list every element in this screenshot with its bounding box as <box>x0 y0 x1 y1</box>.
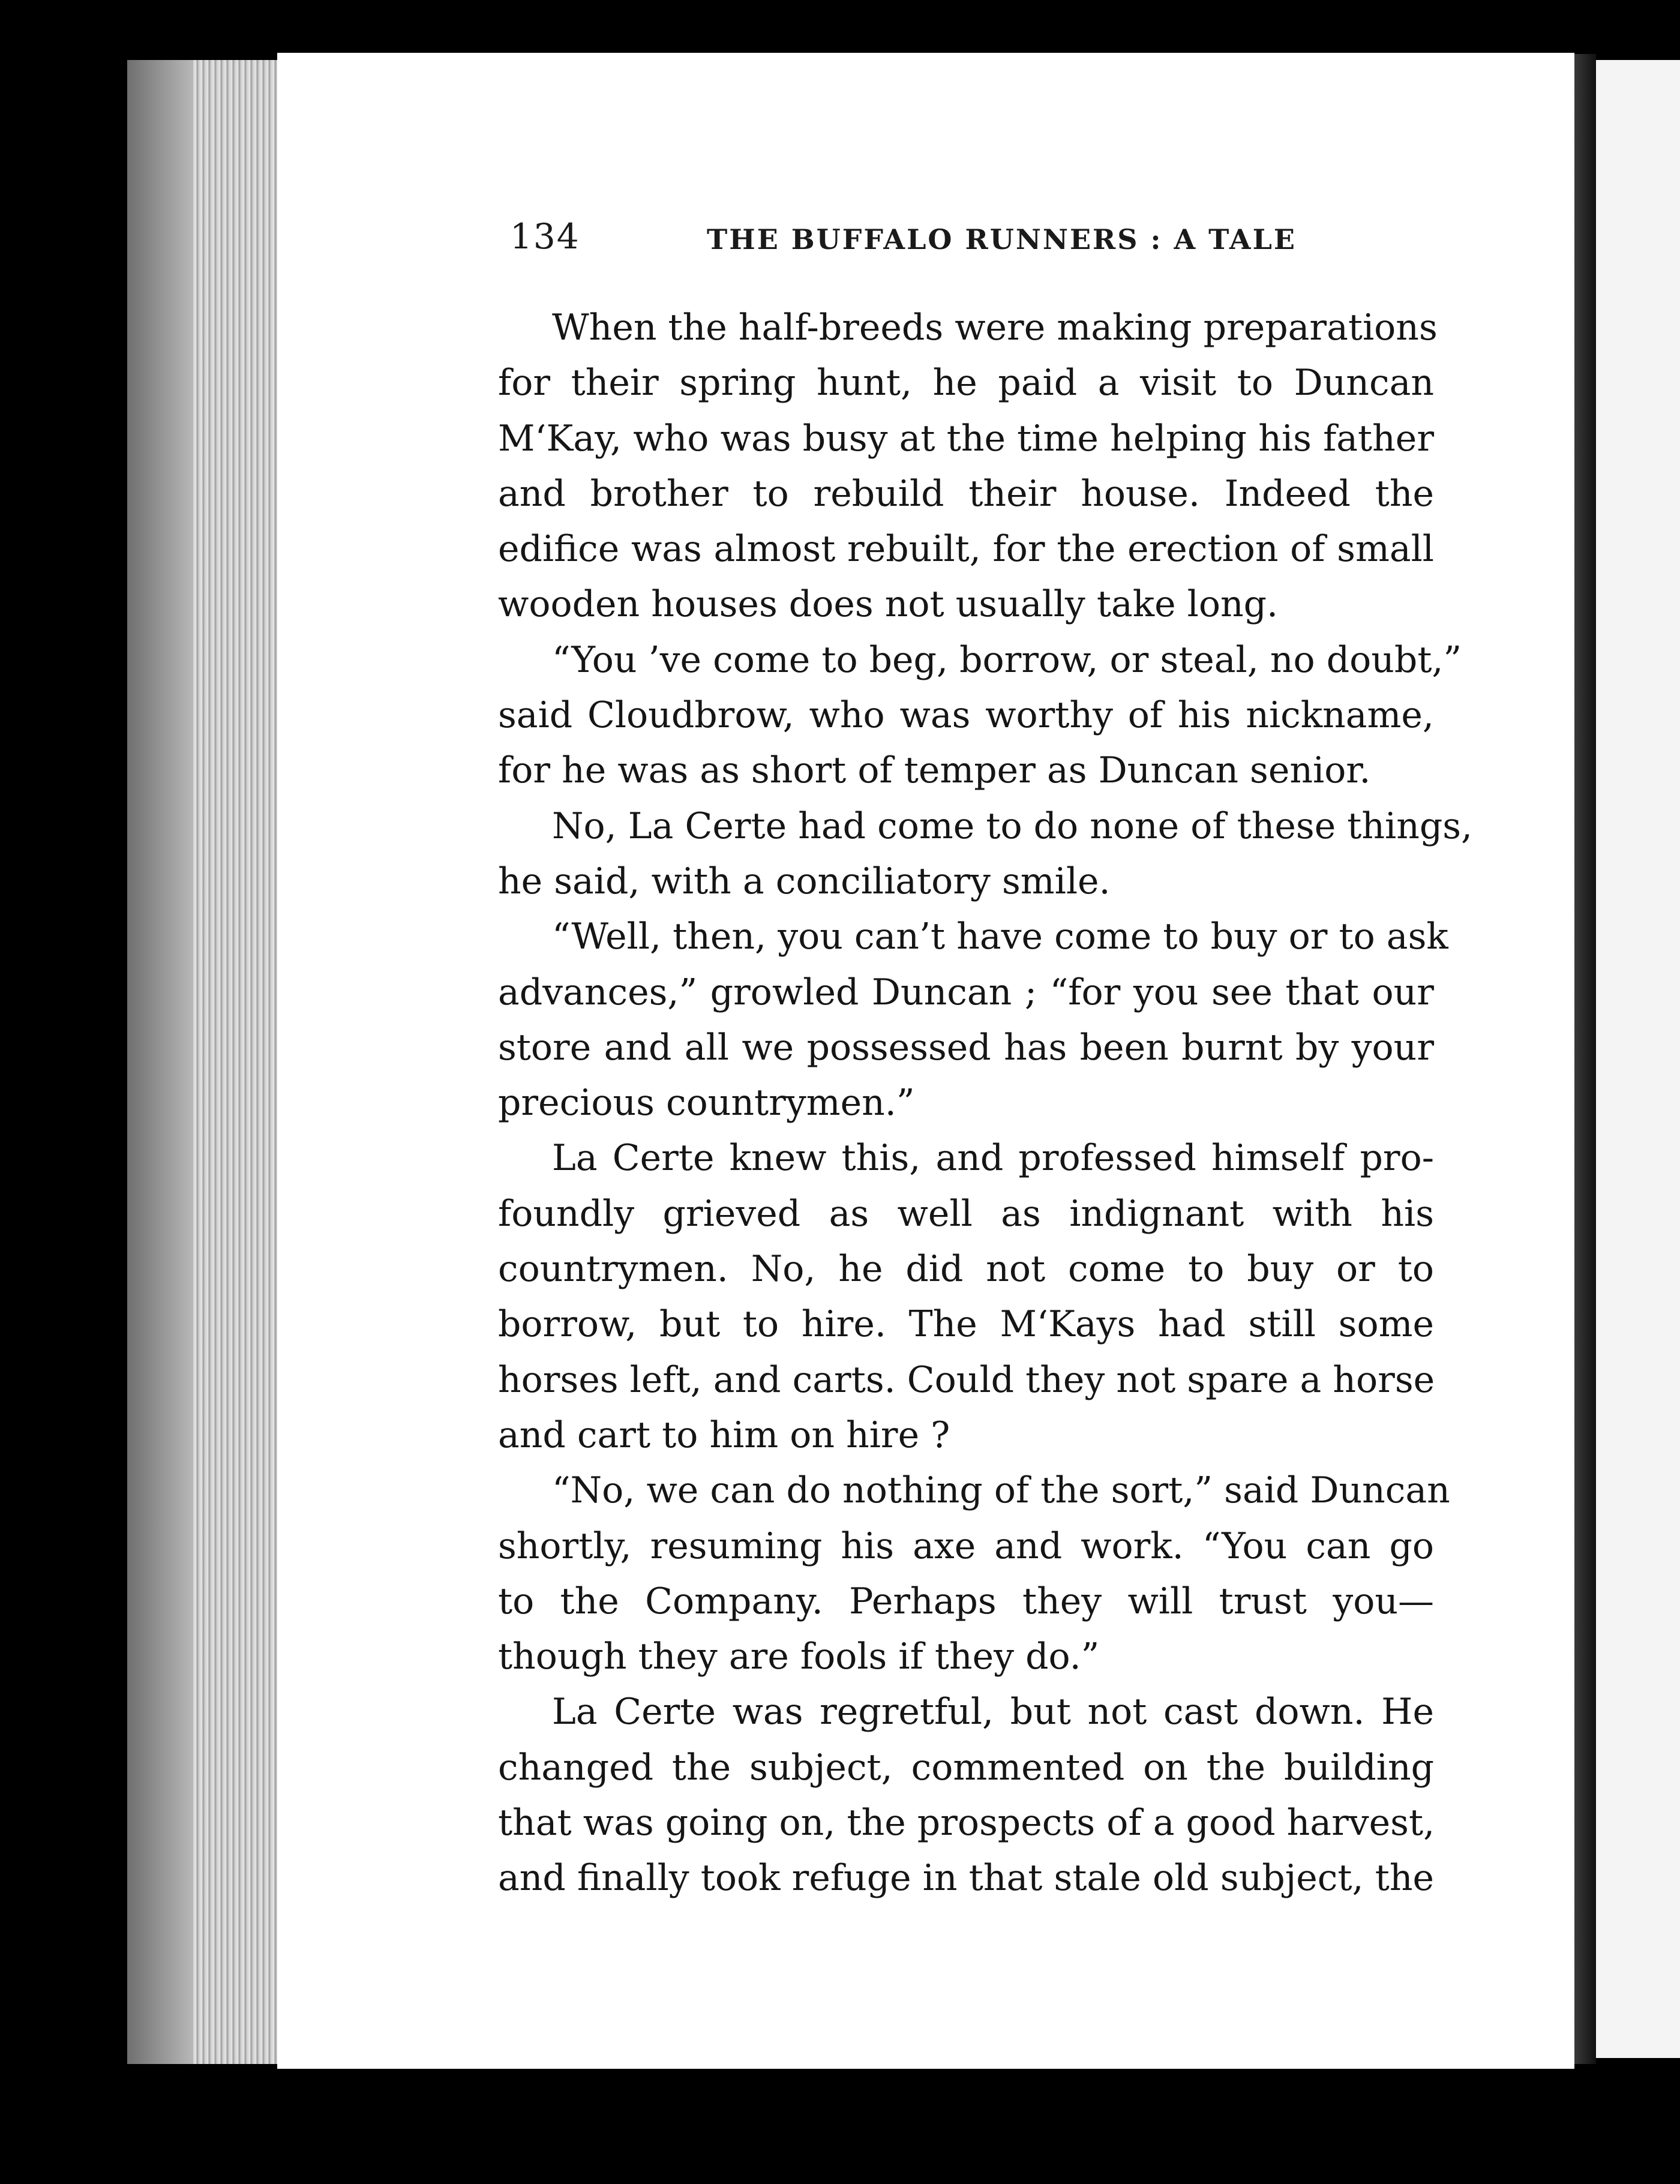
text-line: “You ’ve come to beg, borrow, or steal, no doubt,” <box>552 638 1462 681</box>
text-line: “No, we can do nothing of the sort,” said Duncan <box>552 1469 1450 1512</box>
paragraph <box>498 909 1448 1130</box>
page-edges <box>127 60 277 2064</box>
text-line: and cart to him on hire ? <box>498 1414 950 1456</box>
text-line: he said, with a conciliatory smile. <box>498 860 1111 902</box>
text-line: and finally took refuge in that stale old subject, the <box>498 1857 1434 1900</box>
text-line: changed the subject, commented on the building <box>498 1746 1434 1789</box>
body-text <box>498 300 1473 1906</box>
paragraph <box>498 1130 1434 1463</box>
text-line: to the Company. Perhaps they will trust you— <box>498 1580 1434 1622</box>
text-line: said Cloudbrow, who was worthy of his nickname, <box>498 694 1434 737</box>
text-line: edifice was almost rebuilt, for the erection of small <box>498 528 1434 571</box>
text-line: precious countrymen.” <box>498 1082 915 1124</box>
text-line: La Certe was regretful, but not cast down. He <box>552 1691 1434 1733</box>
text-line: shortly, resuming his axe and work. “You can go <box>498 1525 1434 1567</box>
text-line: When the half-breeds were making preparations <box>552 307 1438 349</box>
text-line: wooden houses does not usually take long. <box>498 583 1279 626</box>
text-line: advances,” growled Duncan ; “for you see that our <box>498 971 1434 1013</box>
text-line: M‘Kay, who was busy at the time helping his father <box>498 417 1434 460</box>
paragraph <box>498 632 1462 799</box>
paragraph <box>498 1684 1434 1906</box>
paragraph <box>498 1463 1450 1684</box>
text-line: La Certe knew this, and professed himself pro- <box>552 1137 1434 1180</box>
text-line: countrymen. No, he did not come to buy or to <box>498 1248 1434 1291</box>
text-line: for their spring hunt, he paid a visit to Duncan <box>498 362 1434 404</box>
text-line: “Well, then, you can’t have come to buy or to ask <box>552 916 1448 958</box>
text-line: that was going on, the prospects of a good harvest, <box>498 1802 1435 1844</box>
page-number: 134 <box>510 216 580 257</box>
text-line: and brother to rebuild their house. Indeed the <box>498 472 1434 515</box>
text-line: store and all we possessed has been burnt by your <box>498 1026 1434 1069</box>
text-line: for he was as short of temper as Duncan senior. <box>498 749 1371 792</box>
text-line: though they are fools if they do.” <box>498 1636 1100 1678</box>
page-header <box>510 216 1297 270</box>
text-line: No, La Certe had come to do none of these things, <box>552 805 1473 847</box>
text-line: foundly grieved as well as indignant with his <box>498 1192 1434 1235</box>
running-title: THE BUFFALO RUNNERS : A TALE <box>707 223 1297 256</box>
paragraph <box>498 799 1473 910</box>
book-gutter <box>1574 54 1596 2064</box>
paragraph <box>498 300 1438 632</box>
text-line: borrow, but to hire. The M‘Kays had still some <box>498 1303 1434 1346</box>
facing-page-edge <box>1596 60 1680 2058</box>
text-line: horses left, and carts. Could they not spare a horse <box>498 1358 1435 1401</box>
